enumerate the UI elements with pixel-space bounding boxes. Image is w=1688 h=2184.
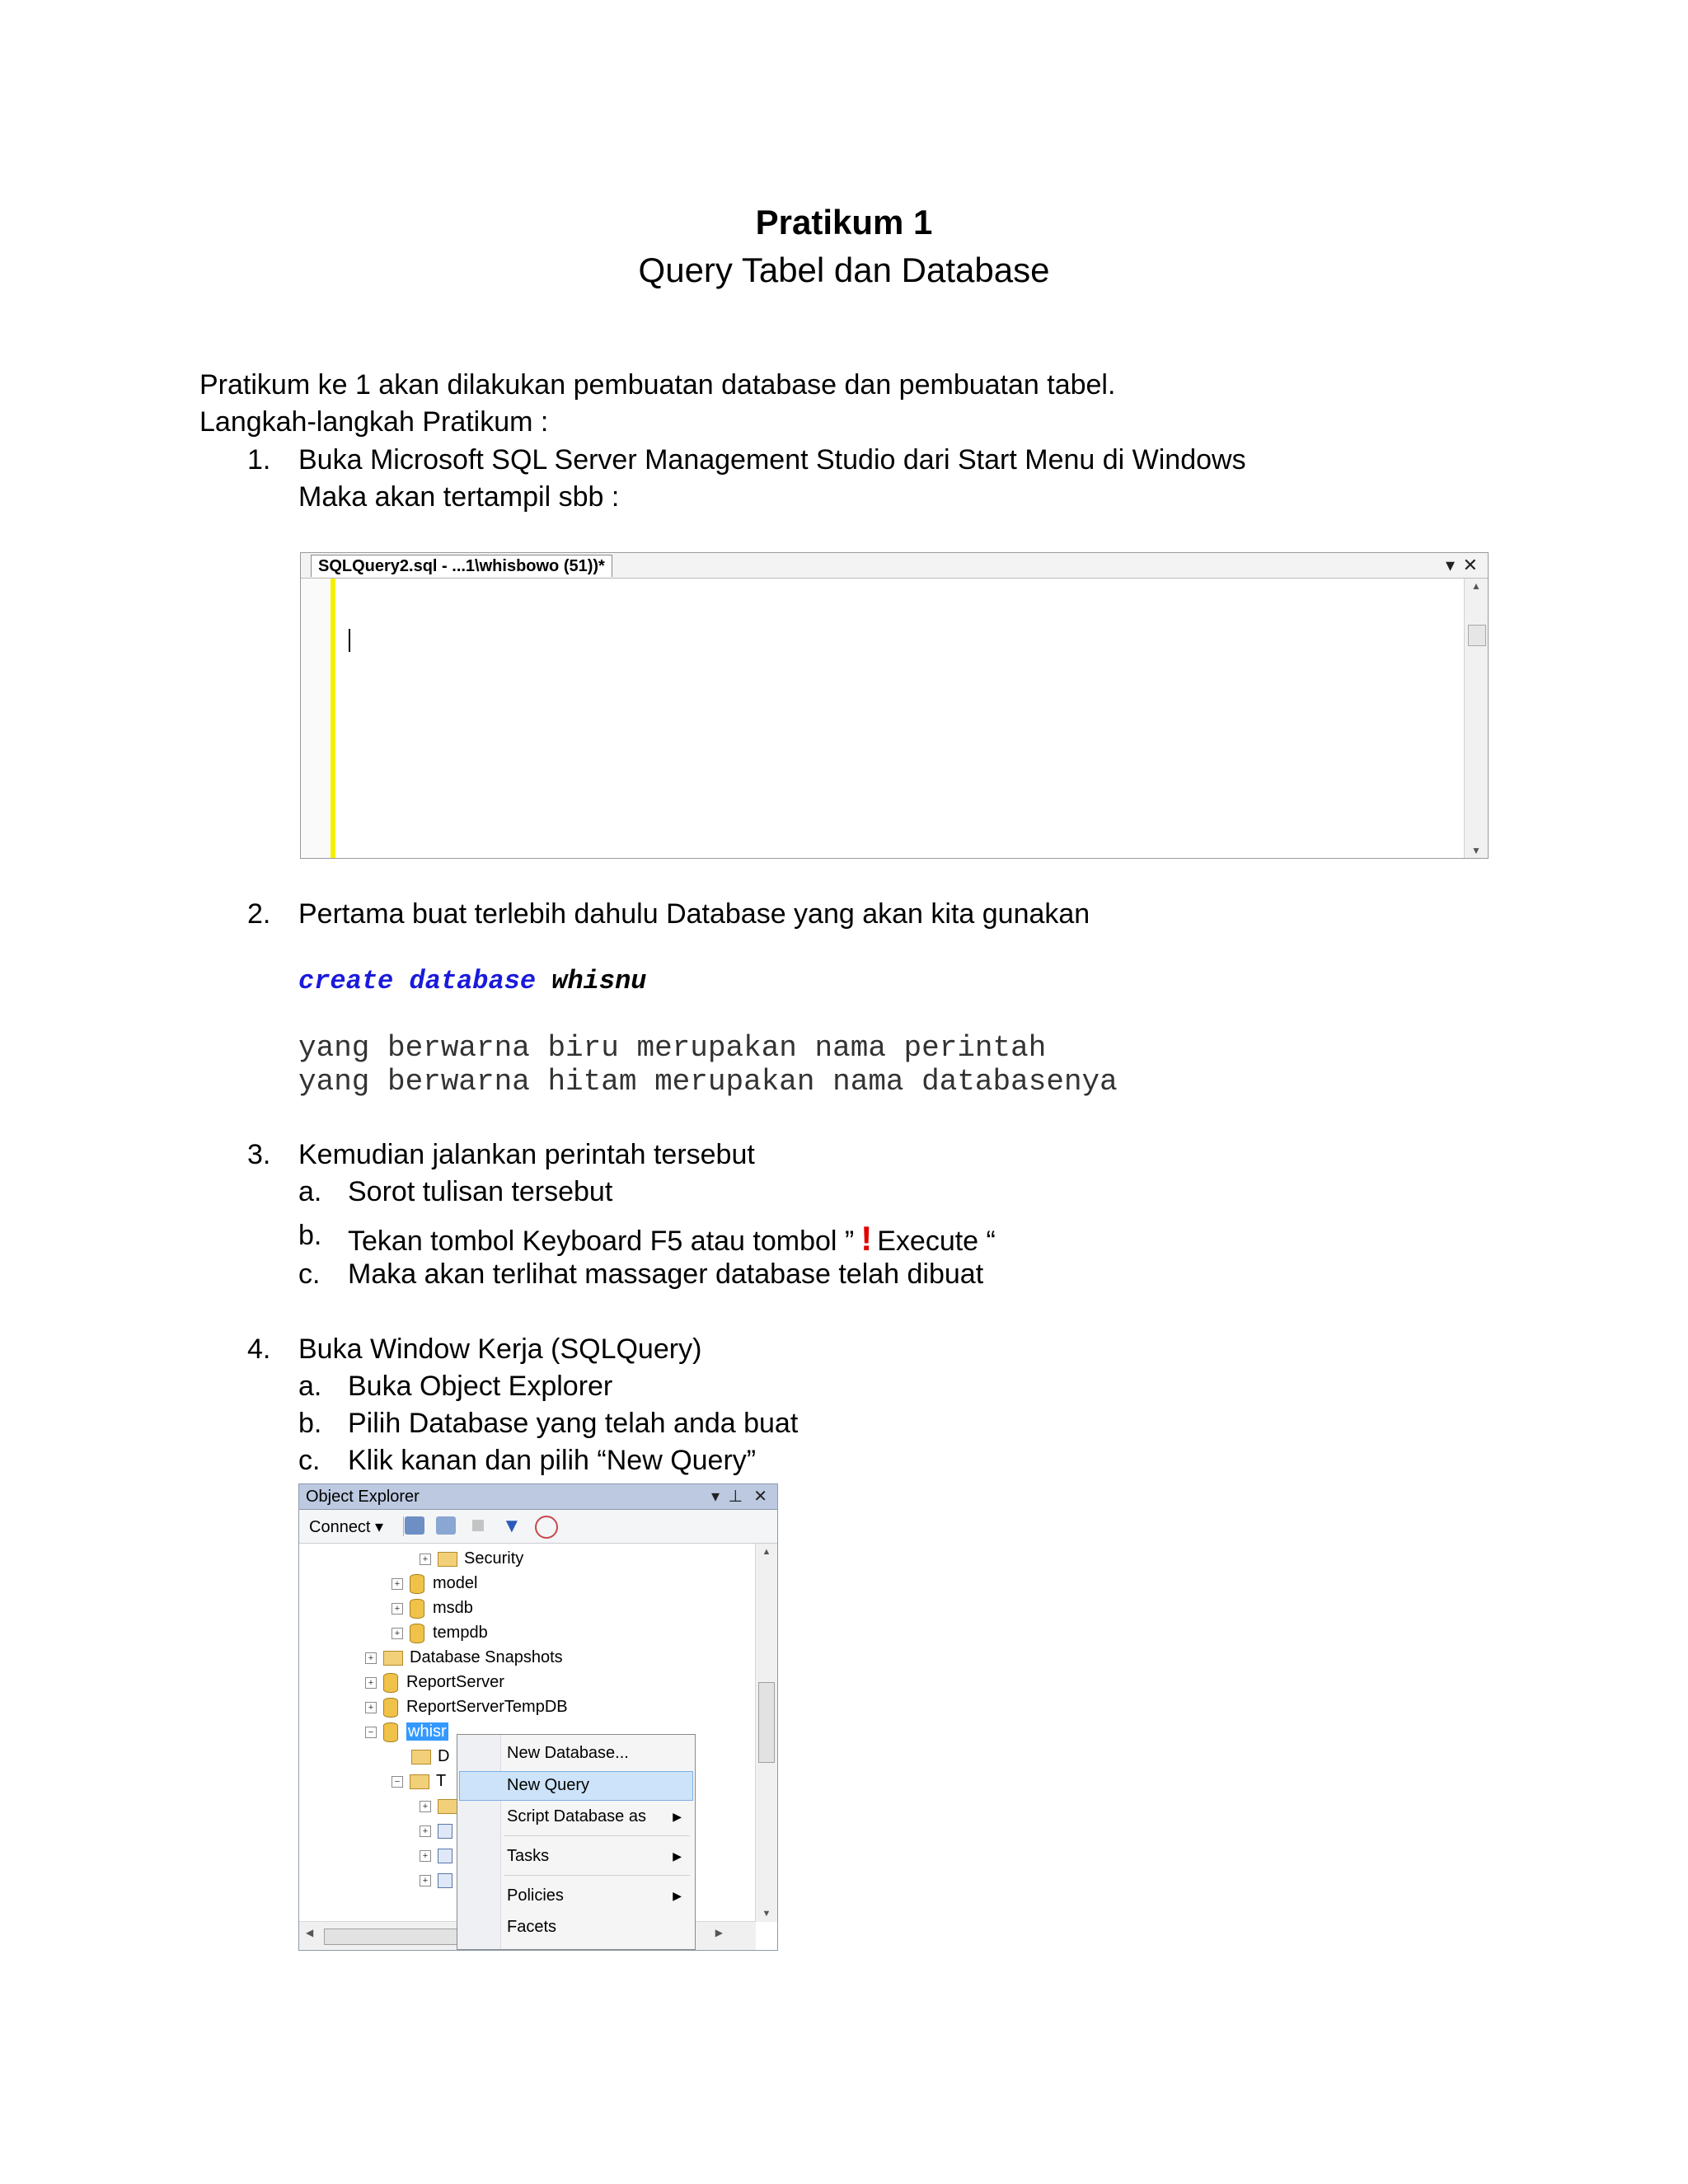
tree-node[interactable]: + ReportServerTempDB [365, 1695, 568, 1718]
step3-a: Sorot tulisan tersebut [348, 1176, 613, 1207]
step4-text: Buka Window Kerja (SQLQuery) [298, 1333, 702, 1365]
submenu-arrow-icon: ▶ [673, 1810, 682, 1823]
menu-item-facets[interactable]: Facets [507, 1918, 557, 1936]
step3-text: Kemudian jalankan perintah tersebut [298, 1139, 755, 1170]
step1-text-2: Maka akan tertampil sbb : [298, 481, 620, 513]
tree-node[interactable]: + [420, 1868, 459, 1891]
sub-label: c. [298, 1258, 321, 1290]
step3-b-post: Execute “ [877, 1226, 996, 1257]
tree-node[interactable]: + ReportServer [365, 1671, 504, 1694]
tree-node[interactable]: D [411, 1745, 449, 1768]
menu-separator [504, 1835, 690, 1836]
close-icon[interactable]: ✕ [753, 1488, 767, 1506]
change-indicator-bar [331, 579, 335, 858]
tree-node[interactable]: + model [392, 1572, 477, 1595]
filter-icon[interactable]: ▼ [502, 1515, 522, 1537]
step2-text: Pertama buat terlebih dahulu Database yang akan kita gunakan [298, 898, 1090, 930]
tree-node[interactable]: − T [392, 1769, 446, 1793]
scroll-right-icon[interactable]: ▶ [715, 1927, 723, 1938]
context-menu [457, 1734, 696, 1950]
note-line: yang berwarna hitam merupakan nama databasenya [298, 1065, 1118, 1099]
step1-text: Buka Microsoft SQL Server Management Studio dari Start Menu di Windows [298, 444, 1246, 476]
steps-heading: Langkah-langkah Pratikum : [199, 406, 549, 438]
disconnect-icon[interactable] [436, 1516, 456, 1535]
scroll-down-icon[interactable]: ▼ [1471, 845, 1481, 856]
scroll-left-icon[interactable]: ◀ [306, 1927, 314, 1938]
vertical-scrollbar[interactable] [1464, 579, 1488, 858]
execute-icon: ! [860, 1219, 873, 1258]
step-number: 2. [247, 898, 271, 930]
scroll-down-icon[interactable]: ▼ [762, 1909, 771, 1919]
code-line [298, 966, 646, 996]
sub-label: a. [298, 1176, 322, 1207]
refresh-icon[interactable] [535, 1516, 558, 1539]
connect-button[interactable]: Connect ▾ [309, 1518, 384, 1536]
oe-titlebar [299, 1484, 777, 1510]
menu-item-new-database[interactable]: New Database... [507, 1744, 629, 1762]
menu-item-tasks[interactable]: Tasks [507, 1847, 550, 1865]
editor-tabbar [301, 553, 1488, 579]
step3-b [348, 1221, 996, 1256]
menu-separator [504, 1875, 690, 1876]
step3-b-pre: Tekan tombol Keyboard F5 atau tombol ” [348, 1226, 855, 1257]
oe-vertical-scrollbar[interactable] [755, 1544, 777, 1922]
tree-node[interactable]: + Database Snapshots [365, 1646, 563, 1669]
tree-node[interactable]: + [420, 1794, 464, 1817]
oe-title: Object Explorer [306, 1488, 420, 1506]
step-number: 4. [247, 1333, 271, 1365]
sub-label: b. [298, 1220, 322, 1251]
menu-item-new-query[interactable]: New Query [507, 1776, 590, 1794]
stop-icon[interactable] [472, 1520, 484, 1531]
scrollbar-thumb[interactable] [324, 1929, 457, 1945]
code-db-name: whisnu [551, 966, 647, 996]
tree-node-whisnu[interactable]: − whisr [365, 1720, 448, 1743]
tree-node[interactable]: + [420, 1819, 459, 1842]
menu-item-script-database-as[interactable]: Script Database as [507, 1807, 646, 1825]
scroll-up-icon[interactable]: ▲ [1471, 580, 1481, 592]
sql-editor-window [300, 552, 1489, 859]
editor-tab[interactable] [311, 555, 612, 577]
oe-toolbar [299, 1510, 777, 1544]
step3-c: Maka akan terlihat massager database telah dibuat [348, 1258, 984, 1290]
note-line: yang berwarna biru merupakan nama perintah [298, 1031, 1047, 1065]
sub-label: b. [298, 1408, 322, 1439]
editor-tab-title: SQLQuery2.sql - ...1\whisbowo (51))* [318, 557, 605, 575]
query-text-area[interactable] [337, 579, 1465, 858]
scrollbar-thumb[interactable] [1468, 625, 1486, 646]
sub-label: a. [298, 1371, 322, 1402]
connect-server-icon[interactable] [405, 1516, 424, 1535]
scrollbar-thumb[interactable] [758, 1682, 775, 1763]
page-title: Pratikum 1 [755, 203, 933, 241]
step-number: 1. [247, 444, 271, 476]
intro-line: Pratikum ke 1 akan dilakukan pembuatan database dan pembuatan tabel. [199, 369, 1116, 401]
menu-item-policies[interactable]: Policies [507, 1886, 564, 1905]
pin-icon[interactable]: ⊥ [728, 1488, 743, 1506]
step4-c: Klik kanan dan pilih “New Query” [348, 1445, 757, 1476]
page-subtitle: Query Tabel dan Database [638, 251, 1050, 289]
submenu-arrow-icon: ▶ [673, 1889, 682, 1902]
close-icon[interactable]: ✕ [1462, 555, 1478, 575]
tab-dropdown-icon[interactable]: ▾ [1445, 555, 1455, 575]
tree-node[interactable]: + msdb [392, 1596, 473, 1619]
submenu-arrow-icon: ▶ [673, 1849, 682, 1863]
step4-b: Pilih Database yang telah anda buat [348, 1408, 799, 1439]
step4-a: Buka Object Explorer [348, 1371, 613, 1402]
toolbar-divider [403, 1516, 404, 1536]
tree-node[interactable]: + Security [420, 1547, 523, 1570]
step-number: 3. [247, 1139, 271, 1170]
menu-icon-gutter [457, 1735, 501, 1949]
sub-label: c. [298, 1445, 321, 1476]
dropdown-icon[interactable]: ▾ [710, 1488, 720, 1506]
tree-node[interactable]: + tempdb [392, 1621, 488, 1644]
editor-margin [301, 579, 331, 858]
code-keyword: create database [298, 966, 537, 996]
scroll-up-icon[interactable]: ▲ [762, 1547, 771, 1557]
tree-node[interactable]: + [420, 1844, 459, 1867]
